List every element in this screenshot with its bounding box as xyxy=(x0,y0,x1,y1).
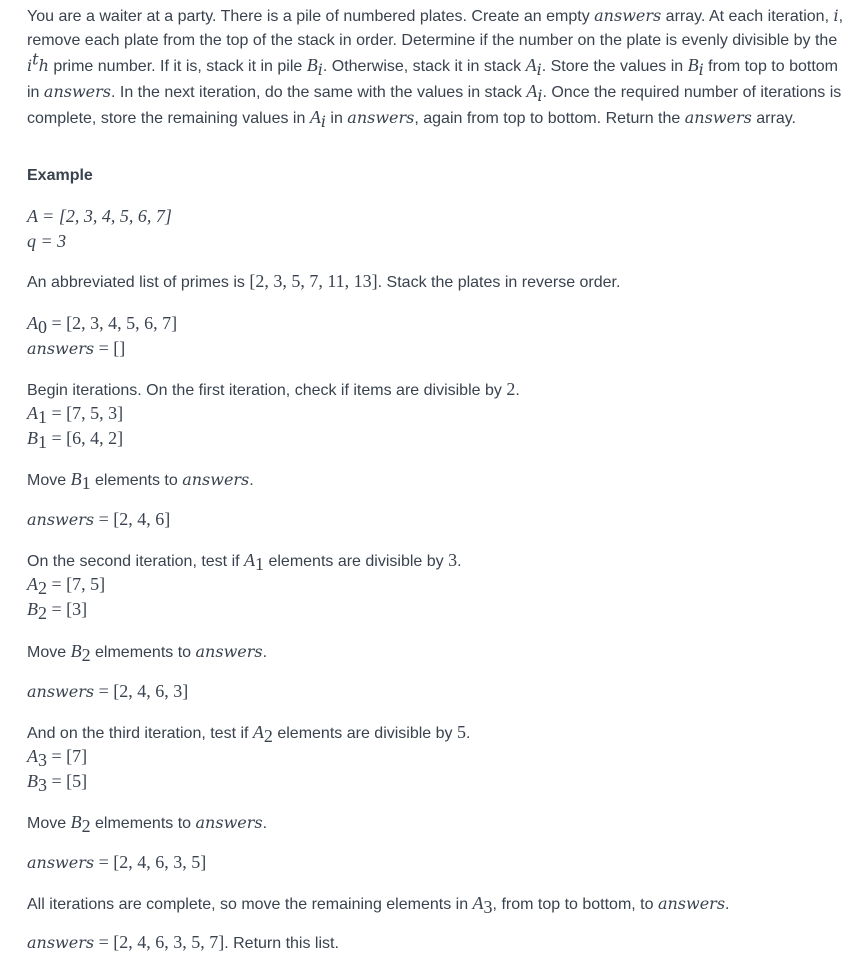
example-heading: Example xyxy=(27,167,93,184)
primes-line: An abbreviated list of primes is [2, 3, 5, 7, 11, 13]. Stack the plates in reverse order. xyxy=(27,271,621,291)
iter3-text: And on the third iteration, test if $A_2$ elements are divisible by 5. xyxy=(27,722,471,747)
move2-line: Move $B_2$ elmements to answers. xyxy=(27,641,268,666)
a-definition: A = [2, 3, 4, 5, 6, 7] xyxy=(27,206,172,226)
a2-line: $A_2 = [7$, 5] xyxy=(27,574,106,599)
q-definition: q = 3 xyxy=(27,231,67,251)
answers4-line: answers = [2, 4, 6, 3, 5, 7]. Return this list. xyxy=(27,932,339,952)
move3-line: Move $B_2$ elmements to answers. xyxy=(27,812,268,837)
a3-line: $A_3 = [7]$ xyxy=(27,746,88,771)
answers-empty-line: answers = [] xyxy=(27,338,126,358)
iter1-text: Begin iterations. On the first iteration, check if items are divisible by 2. xyxy=(27,379,520,399)
move1-line: Move $B_1$ elements to answers. xyxy=(27,469,254,494)
answers2-line: answers = [2, 4, 6, 3] xyxy=(27,681,189,701)
a1-line: $A_1 = [7$, 5, 3] xyxy=(27,403,124,428)
iter2-text: On the second iteration, test if $A_1$ elements are divisible by 3. xyxy=(27,550,462,575)
b2-line: $B_2 = [3]$ xyxy=(27,599,88,624)
answers1-line: answers = [2, 4, 6] xyxy=(27,509,171,529)
b1-line: $B_1 = [6$, 4, 2] xyxy=(27,428,124,453)
a0-line: $A_0 = [2$, 3, 4, 5, 6, 7] xyxy=(27,313,178,338)
answers3-line: answers = [2, 4, 6, 3, 5] xyxy=(27,852,207,872)
b3-line: $B_3 = [5]$ xyxy=(27,771,88,796)
final-text: All iterations are complete, so move the remaining elements in $A_3$, from top to bottom, to answers. xyxy=(27,893,730,918)
math-answers: answers xyxy=(594,6,662,25)
intro-paragraph: You are a waiter at a party. There is a pile of numbered plates. Create an empty answers array. At each iteration, i, remove each plate from the top of the stack in order. Determine if the number on the plate is evenly divisible by the $i^th$ prime number. If it is, stack it in pile $B_i$. Otherwise, stack it in stack $A_i$. Store the values in $B_i$ from top to bottom in answers. In the next iteration, do the same with the values in stack $A_i$. Once the required number of iterations is complete, store the remaining values in $A_i$ in answers, again from top to bottom. Return the answers array. xyxy=(27,6,844,132)
